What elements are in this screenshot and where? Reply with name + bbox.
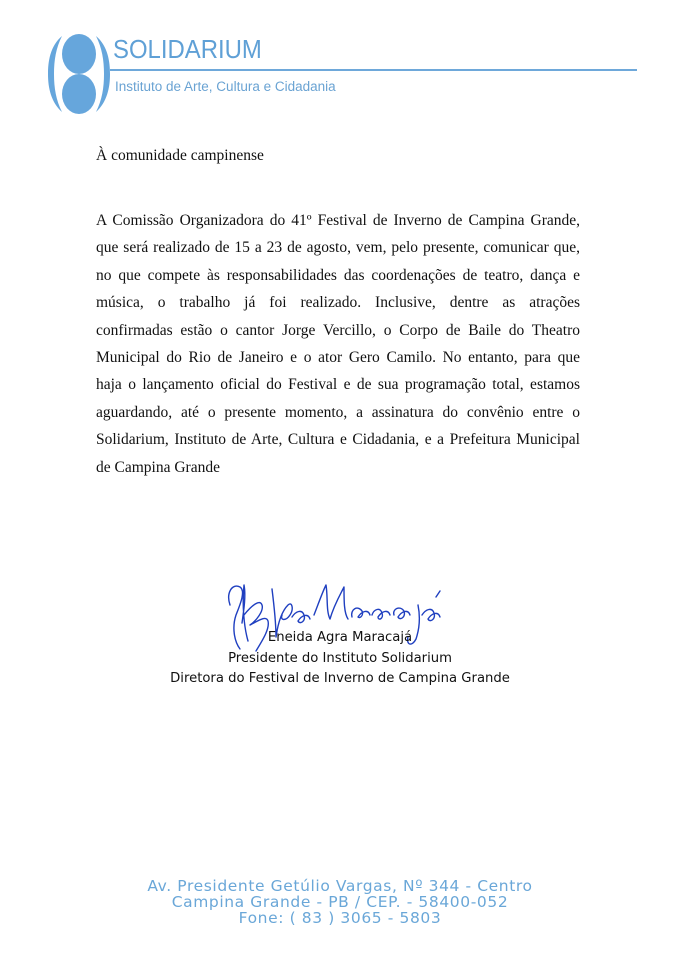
footer-city: Campina Grande - PB / CEP. - 58400-052: [171, 893, 509, 911]
letterhead-footer: [60, 878, 620, 926]
body-line: confirmadas estão o cantor Jorge Vercillo, o Corpo de Baile do Theatro: [96, 321, 580, 339]
signature-block: [160, 628, 520, 690]
footer-phone: Fone: ( 83 ) 3065 - 5803: [238, 909, 442, 927]
header-divider: [110, 69, 637, 71]
brand-tagline: Instituto de Arte, Cultura e Cidadania: [115, 79, 336, 94]
signer-title-secondary: Diretora do Festival de Inverno de Campina Grande: [170, 671, 510, 686]
signer-name: Eneida Agra Maracajá: [267, 630, 413, 645]
body-line: A Comissão Organizadora do 41º Festival de Inverno de Campina Grande,: [96, 212, 580, 229]
letter-body: [96, 207, 580, 481]
salutation: À comunidade campinense: [96, 147, 264, 164]
body-line: de Campina Grande: [96, 458, 220, 476]
body-line: Solidarium, Instituto de Arte, Cultura e Cidadania, e a Prefeitura Municipal: [96, 431, 580, 449]
body-line: que será realizado de 15 a 23 de agosto, vem, pelo presente, comunicar que,: [96, 239, 580, 257]
body-line: Municipal do Rio de Janeiro e o ator Gero Camilo. No entanto, para que: [96, 348, 580, 366]
body-line: no que compete às responsabilidades das coordenações de teatro, dança e: [96, 266, 580, 284]
body-line: haja o lançamento oficial do Festival e de sua programação total, estamos: [96, 376, 580, 394]
body-line: música, o trabalho já foi realizado. Inclusive, dentre as atrações: [96, 294, 580, 312]
body-line: aguardando, até o presente momento, a assinatura do convênio entre o: [96, 403, 580, 421]
footer-address: Av. Presidente Getúlio Vargas, Nº 344 - Centro: [147, 877, 533, 895]
brand-name: SOLIDARIUM: [113, 34, 262, 64]
solidarium-logo-icon: [48, 32, 110, 116]
signer-title: Presidente do Instituto Solidarium: [228, 650, 452, 666]
